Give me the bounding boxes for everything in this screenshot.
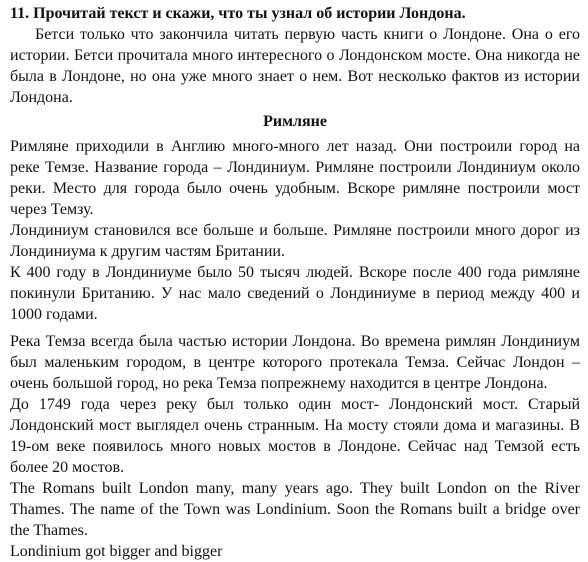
paragraph-english-continued: Londinium got bigger and bigger [10,543,223,560]
paragraph-bridges: До 1749 года через реку был только один мост- Лондонский мост. Старый Лондонский мост выглядел очень странным. На мосту стояли дома и магазины. В 19-ом веке появилось много новых мостов в Лондоне. Сейчас над Темзой есть более 20 мостов. [10,396,580,476]
task-instruction: Прочитай текст и скажи, что ты узнал об истории Лондона. [33,5,466,22]
section-title: Римляне [263,113,327,130]
task-heading [10,3,580,24]
paragraph-londinium-growth: Лондиниум становился все больше и больше. Римляне построили много дорог из Лондиниума к другим частям Британии. [10,222,580,260]
paragraph-romans-founding: Римляне приходили в Англию много-много лет назад. Они построили город на реке Темзе. Название города – Лондиниум. Римляне построили Лондиниум около реки. Место для города было очень удобным. Вскоре римляне построили мост через Темзу. [10,138,580,218]
task-number: 11. [10,5,30,22]
paragraph-population: К 400 году в Лондиниуме было 50 тысяч людей. Вскоре после 400 года римляне покинули Британию. У нас мало сведений о Лондиниуме в период между 400 и 1000 годами. [10,264,580,323]
intro-paragraph: Бетси только что закончила читать первую часть книги о Лондоне. Она о его истории. Бетси прочитала много интересного о Лондонском мосте. Она никогда не была в Лондоне, но она уже много знает о нем. Вот несколько фактов из истории Лондона. [10,26,580,106]
paragraph-thames: Река Темза всегда была частью истории Лондона. Во времена римлян Лондиниум был маленьким городом, в центре которого протекала Темза. Сейчас Лондон – очень большой город, но река Темза попрежнему находится в центре Лондона. [10,333,580,392]
paragraph-english-translation: The Romans built London many, many years ago. They built London on the River Thames. The name of the Town was Londinium. Soon the Romans built a bridge over the Thames. [10,480,580,539]
